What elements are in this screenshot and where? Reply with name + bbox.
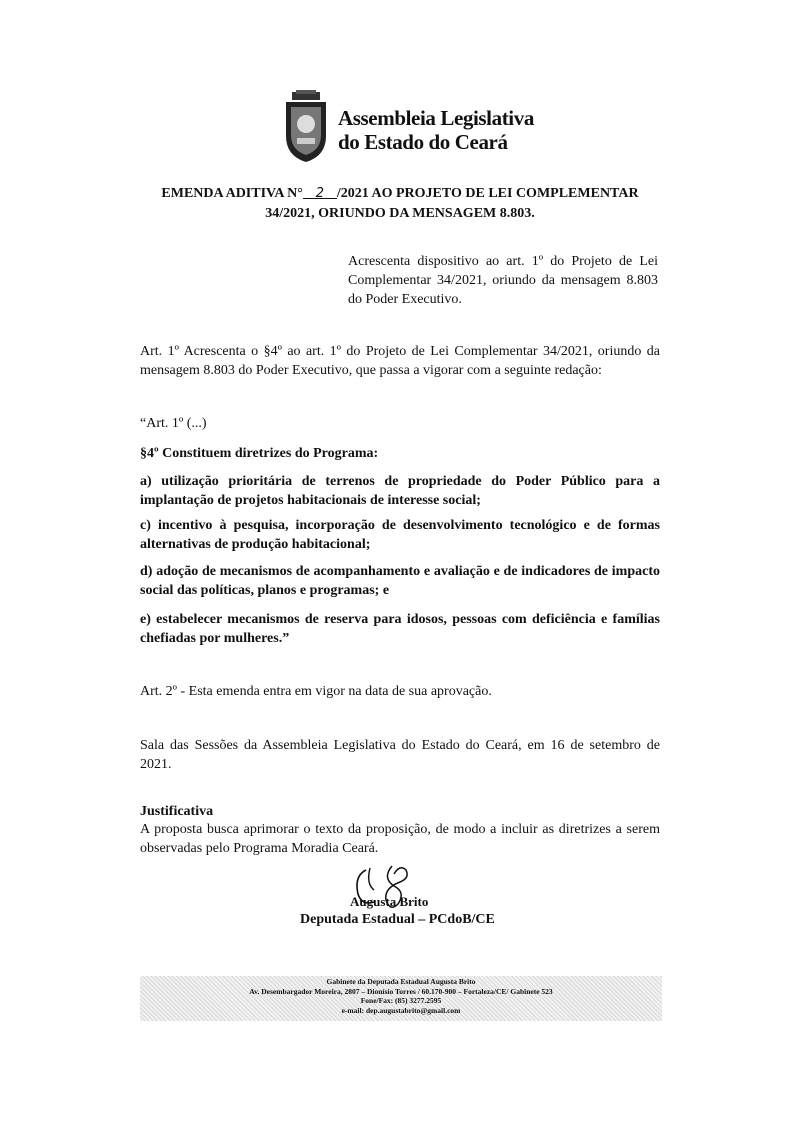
document-title — [90, 184, 710, 224]
org-line-1: Assembleia Legislativa — [338, 106, 534, 130]
session-place-date: Sala das Sessões da Assembleia Legislativa do Estado do Ceará, em 16 de setembro de 2021. — [140, 738, 660, 772]
article-2: Art. 2º - Esta emenda entra em vigor na data de sua aprovação. — [140, 684, 492, 699]
footer-email: e-mail: dep.augustabrito@gmail.com — [341, 1005, 461, 1015]
org-line-2: do Estado do Ceará — [338, 130, 508, 154]
ementa: Acrescenta dispositivo ao art. 1º do Projeto de Lei Complementar 34/2021, oriundo da mensagem 8.803 do Poder Executivo. — [348, 254, 658, 307]
justification-title: Justificativa — [140, 804, 214, 819]
footer-address: Av. Desembargador Moreira, 2807 – Dionísio Torres / 60.170-900 – Fortaleza/CE/ Gabinete 523 — [249, 986, 553, 996]
article-1: Art. 1º Acrescenta o §4º ao art. 1º do Projeto de Lei Complementar 34/2021, oriundo da mensagem 8.803 do Poder Executivo, que passa a vigorar com a seguinte redação: — [140, 344, 660, 378]
signatory-name: Augusta Brito — [350, 894, 429, 909]
title-rest: /2021 AO PROJETO DE LEI COMPLEMENTAR — [336, 186, 639, 201]
signatory-role: Deputada Estadual – PCdoB/CE — [300, 912, 495, 927]
letterhead — [282, 90, 542, 170]
amendment-number: 2 — [303, 184, 337, 199]
state-seal-icon — [282, 90, 330, 164]
footer-contact — [140, 976, 662, 1021]
item-e: e) estabelecer mecanismos de reserva para idosos, pessoas com deficiência e famílias chefiadas por mulheres.” — [140, 612, 660, 646]
organization-name — [338, 106, 534, 154]
footer-phone: Fone/Fax: (85) 3277.2595 — [360, 996, 442, 1005]
title-line-2: 34/2021, ORIUNDO DA MENSAGEM 8.803. — [265, 206, 535, 221]
item-c: c) incentivo à pesquisa, incorporação de desenvolvimento tecnológico e de formas alternativas de produção habitacional; — [140, 518, 660, 552]
footer-office: Gabinete da Deputada Estadual Augusta Brito — [326, 977, 476, 986]
justification-text: A proposta busca aprimorar o texto da proposição, de modo a incluir as diretrizes a serem observadas pelo Programa Moradia Ceará. — [140, 822, 660, 856]
item-a: a) utilização prioritária de terrenos de propriedade do Poder Público para a implantação de projetos habitacionais de interesse social; — [140, 474, 660, 508]
paragraph-4-heading: §4º Constituem diretrizes do Programa: — [140, 446, 379, 461]
title-prefix: EMENDA ADITIVA N° — [161, 186, 303, 201]
item-d: d) adoção de mecanismos de acompanhamento e avaliação e de indicadores de impacto social das políticas, planos e programas; e — [140, 564, 660, 598]
quote-start: “Art. 1º (...) — [140, 416, 207, 431]
